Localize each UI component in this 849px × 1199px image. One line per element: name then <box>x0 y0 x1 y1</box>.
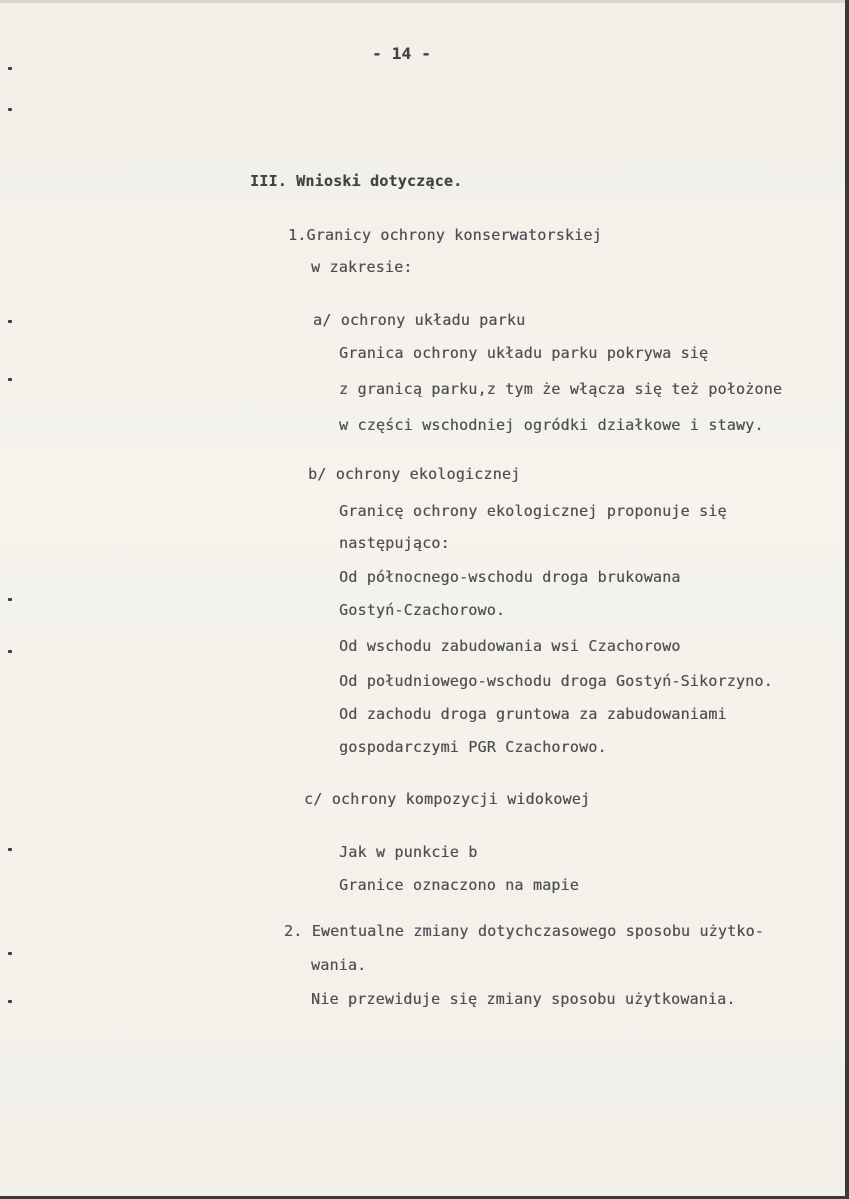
subitem-c-line: Jak w punkcie b <box>339 843 478 861</box>
binding-hole-mark <box>8 848 12 851</box>
item2-line: 2. Ewentualne zmiany dotychczasowego sposobu użytko- <box>284 922 764 940</box>
subitem-b-line: Od wschodu zabudowania wsi Czachorowo <box>339 637 681 655</box>
subitem-a-heading: a/ ochrony układu parku <box>313 311 526 329</box>
subitem-a-line: z granicą parku,z tym że włącza się też położone <box>339 380 783 398</box>
subitem-b-line: Od północnego-wschodu droga brukowana <box>339 568 681 586</box>
binding-hole-mark <box>8 320 12 323</box>
subitem-a-line: Granica ochrony układu parku pokrywa się <box>339 344 709 362</box>
subitem-c-heading: c/ ochrony kompozycji widokowej <box>304 790 591 808</box>
subitem-b-line: Granicę ochrony ekologicznej proponuje się <box>339 502 727 520</box>
item2-line: wania. <box>311 956 367 974</box>
item2-line: Nie przewiduje się zmiany sposobu użytkowania. <box>311 990 736 1008</box>
subitem-c-line: Granice oznaczono na mapie <box>339 876 579 894</box>
item1-line: 1.Granicy ochrony konserwatorskiej <box>288 226 602 244</box>
page-top-edge <box>0 0 849 3</box>
subitem-b-line: Od zachodu droga gruntowa za zabudowaniami <box>339 705 727 723</box>
binding-hole-mark <box>8 108 12 111</box>
binding-hole-mark <box>8 598 12 601</box>
page-number: - 14 - <box>372 44 431 63</box>
subitem-b-line: następująco: <box>339 534 450 552</box>
page-right-edge <box>845 0 849 1199</box>
subitem-a-line: w części wschodniej ogródki działkowe i stawy. <box>339 416 764 434</box>
binding-hole-mark <box>8 1000 12 1003</box>
binding-hole-mark <box>8 952 12 955</box>
binding-hole-mark <box>8 378 12 381</box>
subitem-b-line: Od południowego-wschodu droga Gostyń-Sikorzyno. <box>339 672 773 690</box>
section-heading: III. Wnioski dotyczące. <box>250 172 463 190</box>
binding-hole-mark <box>8 67 12 70</box>
subitem-b-line: gospodarczymi PGR Czachorowo. <box>339 738 607 756</box>
subitem-b-line: Gostyń-Czachorowo. <box>339 601 506 619</box>
item1-line: w zakresie: <box>311 258 413 276</box>
binding-hole-mark <box>8 650 12 653</box>
subitem-b-heading: b/ ochrony ekologicznej <box>308 465 521 483</box>
